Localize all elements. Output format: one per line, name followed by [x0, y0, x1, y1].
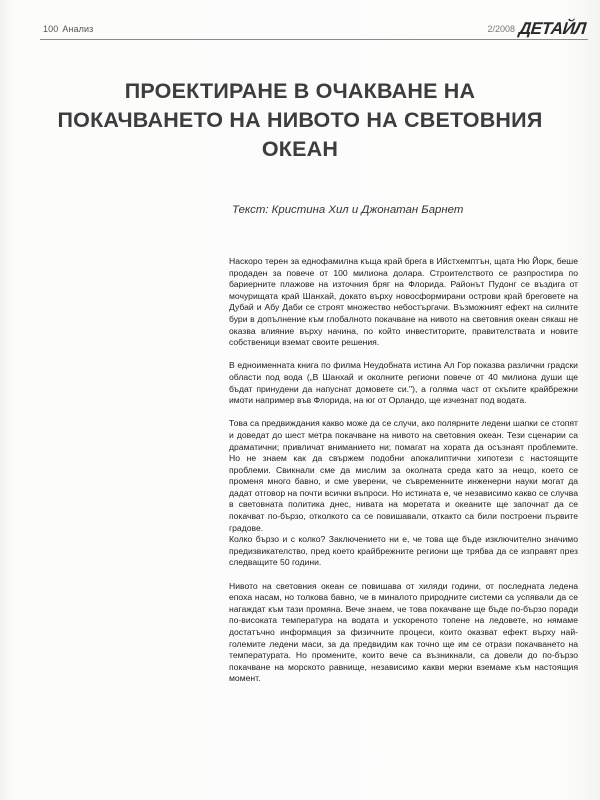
paragraph: Това са предвиждания какво може да се случи, ако полярните ледени шапки се стопят и доведат до шест метра покачване на нивото на световния океан. Тези сценарии са драматични; привличат вниманието ни; помагат на хората да осъзнаят проблемите. Но не знаем как да свържем подобни апокалиптични хипотези с настоящите проблеми. Свикнали сме да мислим за околната среда като за нещо, което се променя много бавно, и сме уверени, че съвременните инженерни науки могат да дадат отговор на почти всички въпроси. Но истината е, че независимо какво се случва в световната политика днес, нивата на моретата и океаните ще започнат да се покачват по-бързо, отколкото са се повишавали, откакто са били построени първите градове. [229, 418, 578, 533]
page-number: 100 [43, 24, 59, 34]
issue-label: 2/2008 [487, 24, 515, 34]
header-divider [40, 39, 588, 40]
section-label: Анализ [62, 24, 94, 34]
article-author: Текст: Кристина Хил и Джонатан Барнет [232, 204, 464, 216]
paragraph: Колко бързо и с колко? Заключението ни е, че това ще бъде изключително значимо предизвикателство, пред което крайбрежните региони ще трябва да се изправят през следващите 50 години. [229, 534, 578, 568]
article-body [229, 256, 578, 697]
page-header [0, 19, 600, 40]
magazine-logo: ДЕТАЙЛ [518, 19, 588, 38]
paragraph: Нивото на световния океан се повишава от хиляди години, от последната ледена епоха насам, но толкова бавно, че в миналото природните системи са успявали да се нагаждат към тази промяна. Вече знаем, че това покачване ще бъде по-бързо поради по-високата температура на водата и ускореното топене на ледовете, но нямаме достатъчно информация за физичните процеси, които оказват ефект върху най-големите ледени маси, за да предвидим как точно ще им се отрази покачването на температурата. Но промените, които вече са възникнали, са довели до по-бързо покачване на морското равнище, независимо какви мерки вземаме към настоящия момент. [229, 580, 578, 684]
paragraph: Наскоро терен за еднофамилна къща край брега в Ийстхемптън, щата Ню Йорк, беше продаден за повече от 100 милиона долара. Строителството се разпростира по бариерните плажове на източния бряг на Флорида. Районът Пудонг се въздига от мочурищата край Шанхай, докато върху новосформирани острови край бреговете на Дубай и Абу Даби се строят множество небостъргачи. Възможният ефект на силните бури в допълнение към глобалното покачване на нивото на световния океан сякаш не оказва влияние върху начина, по който инвеститорите, правителствата и новите собственици вземат своите решения. [229, 256, 578, 348]
article-title: ПРОЕКТИРАНЕ В ОЧАКВАНЕ НА ПОКАЧВАНЕТО НА НИВОТО НА СВЕТОВНИЯ ОКЕАН [57, 79, 543, 161]
paragraph: В едноименната книга по филма Неудобната истина Ал Гор показва различни градски области под вода („В Шанхай и околните региони повече от 40 милиона души ще бъдат принудени да напуснат домовете си."), а голяма част от скъпите крайбрежни имоти например във Флорида, на юг от Орландо, ще изчезнат под водата. [229, 360, 578, 406]
running-head [43, 24, 93, 34]
